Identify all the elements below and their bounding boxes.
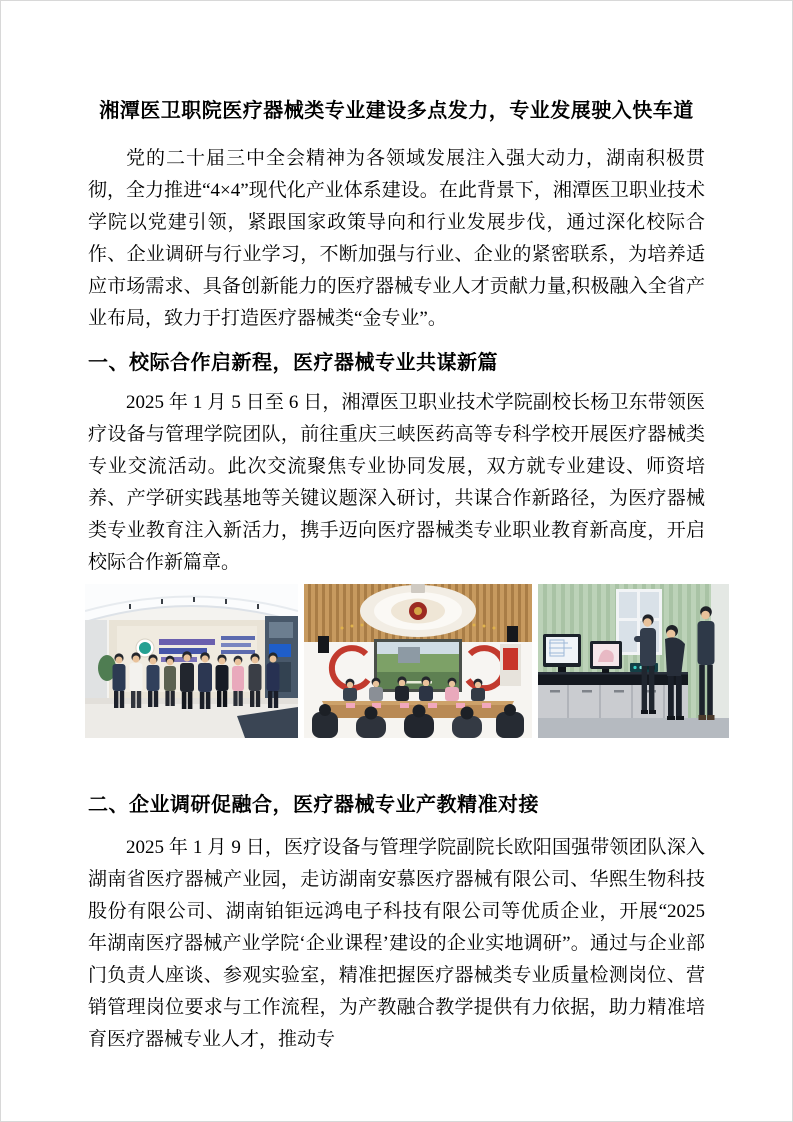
document-content <box>1 97 792 1056</box>
speaker-left <box>318 636 329 653</box>
section2-heading: 二、企业调研促融合，医疗器械专业产教精准对接 <box>88 794 539 816</box>
section1-paragraph: 2025 年 1 月 5 日至 6 日，湘潭医卫职业技术学院副校长杨卫东带领医疗设备与管理学院团队，前往重庆三峡医药高等专科学校开展医疗器械类专业交流活动。此次交流聚焦专业协同发展，双方就专业建设、师资培养、产学研实践基地等关键议题深入研讨，共谋合作新路径，为医疗器械类专业教育注入新活力，携手迈向医疗器械类专业职业教育新高度，开启校际合作新篇章。 <box>88 392 705 573</box>
photo-group-lobby <box>85 584 298 738</box>
monitor-cad <box>543 634 581 672</box>
photo-meeting-room <box>304 584 532 738</box>
floor <box>538 718 729 738</box>
document-title: 湘潭医卫职院医疗器械类专业建设多点发力，专业发展驶入快车道 <box>99 100 694 122</box>
speaker-right <box>507 626 518 642</box>
section2-paragraph: 2025 年 1 月 9 日，医疗设备与管理学院副院长欧阳国强带领团队深入湖南省医疗器械产业园，走访湖南安慕医疗器械有限公司、华熙生物科技股份有限公司、湖南铂钜远鸿电子科技有限公司等优质企业，开展“2025 年湖南医疗器械产业学院‘企业课程’建设的企业实地调研”。通过与企业部门负责人座谈、参观实验室，精准把握医疗器械类专业质量检测岗位、营销管理岗位要求与工作流程，为产教融合教学提供有力依据，助力精准培育医疗器械专业人才，推动专 <box>88 837 705 1050</box>
intro-paragraph: 党的二十届三中全会精神为各领域发展注入强大动力，湖南积极贯彻，全力推进“4×4”现代化产业体系建设。在此背景下，湘潭医卫职业技术学院以党建引领，紧跟国家政策导向和行业发展步伐，通过深化校际合作、企业调研与行业学习，不断加强与行业、企业的紧密联系，为培养适应市场需求、具备创新能力的医疗器械专业人才贡献力量,积极融入全省产业布局，致力于打造医疗器械类“金专业”。 <box>88 148 705 329</box>
photo-row <box>85 584 705 738</box>
cabinets <box>538 685 688 718</box>
section1-heading: 一、校际合作启新程，医疗器械专业共谋新篇 <box>88 352 498 374</box>
monitor-model <box>590 641 622 673</box>
photo-lab-visit <box>538 584 729 738</box>
